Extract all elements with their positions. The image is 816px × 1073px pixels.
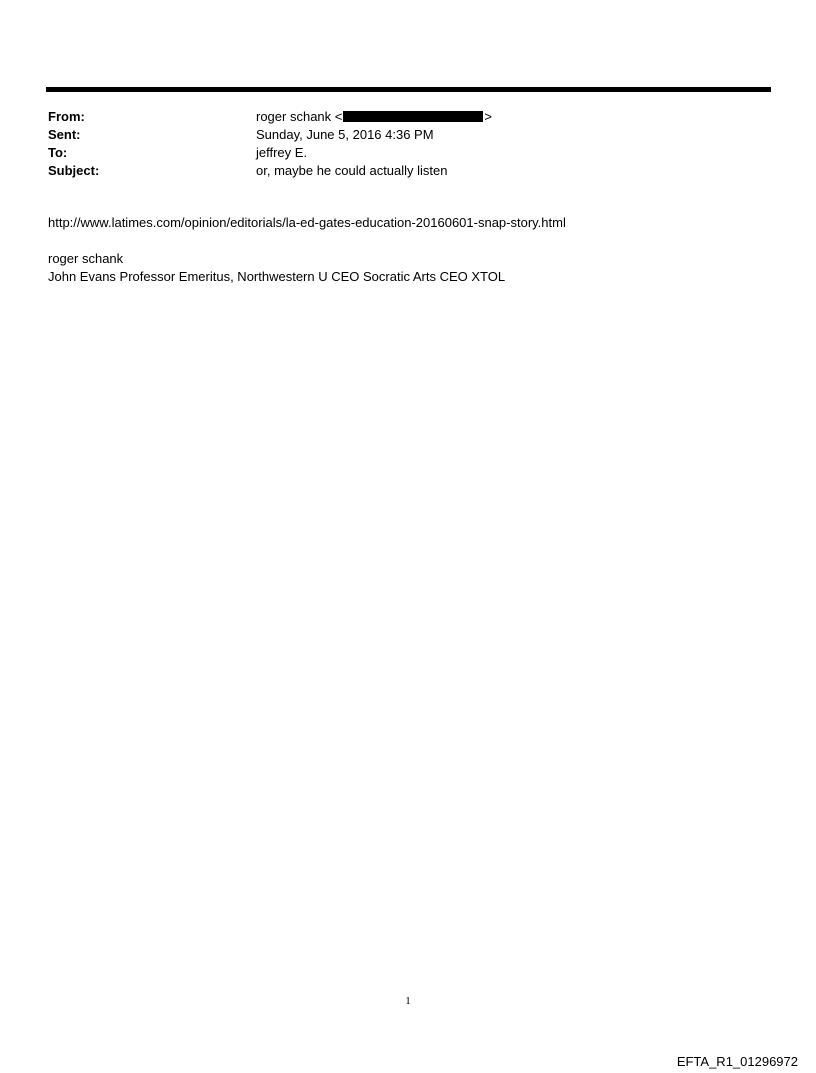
redacted-email-address [343, 111, 483, 122]
document-id: EFTA_R1_01296972 [676, 1054, 798, 1069]
from-name: roger schank < [256, 109, 343, 124]
email-header [48, 108, 768, 180]
sent-row [48, 126, 768, 144]
header-divider [46, 87, 771, 92]
sent-value: Sunday, June 5, 2016 4:36 PM [256, 127, 434, 142]
to-value: jeffrey E. [256, 145, 308, 160]
to-label: To: [48, 145, 68, 160]
signature [48, 250, 768, 286]
to-row [48, 144, 768, 162]
subject-label: Subject: [48, 163, 100, 178]
article-link[interactable]: http://www.latimes.com/opinion/editorials/la-ed-gates-education-20160601-snap-story.html [48, 215, 566, 230]
email-body [48, 214, 768, 286]
from-row [48, 108, 768, 126]
subject-row [48, 162, 768, 180]
sent-label: Sent: [48, 127, 81, 142]
signature-name: roger schank [48, 251, 124, 266]
signature-title: John Evans Professor Emeritus, Northwestern U CEO Socratic Arts CEO XTOL [48, 269, 506, 284]
from-label: From: [48, 109, 85, 124]
subject-value: or, maybe he could actually listen [256, 163, 448, 178]
from-close: > [484, 109, 492, 124]
from-value [256, 108, 492, 126]
page-number: 1 [405, 995, 411, 1007]
